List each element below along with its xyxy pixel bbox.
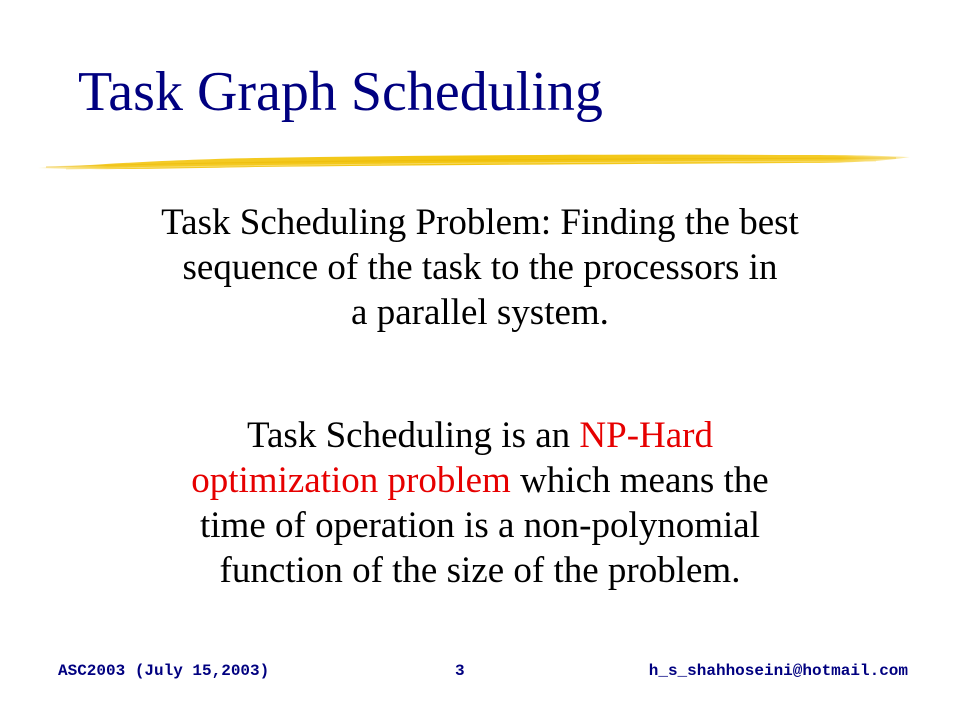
- paragraph-np-hard: [60, 413, 900, 593]
- paragraph2-line2-text: which means the: [510, 460, 769, 501]
- paragraph2-line-2: [60, 458, 900, 503]
- paragraph1-line-1: Task Scheduling Problem: Finding the best: [161, 202, 799, 243]
- np-hard-highlight: NP-Hard: [579, 415, 713, 456]
- paragraph1-line-3: a parallel system.: [351, 292, 609, 333]
- footer-conference: ASC2003 (July 15,2003): [58, 662, 270, 680]
- paragraph-problem-definition: [60, 200, 900, 335]
- footer-page-number: 3: [455, 662, 465, 680]
- title-underline-brushstroke: [36, 148, 912, 176]
- paragraph2-line-3: time of operation is a non-polynomial: [199, 505, 761, 546]
- paragraph2-line1-text: Task Scheduling is an: [246, 415, 580, 456]
- paragraph2-line-4: function of the size of the problem.: [219, 550, 741, 591]
- optimization-problem-highlight: optimization problem: [191, 460, 511, 501]
- slide-title: Task Graph Scheduling: [78, 61, 603, 123]
- paragraph1-line-2: sequence of the task to the processors in: [182, 247, 778, 288]
- paragraph2-line-1: [60, 413, 900, 458]
- footer-email: h_s_shahhoseini@hotmail.com: [648, 662, 908, 680]
